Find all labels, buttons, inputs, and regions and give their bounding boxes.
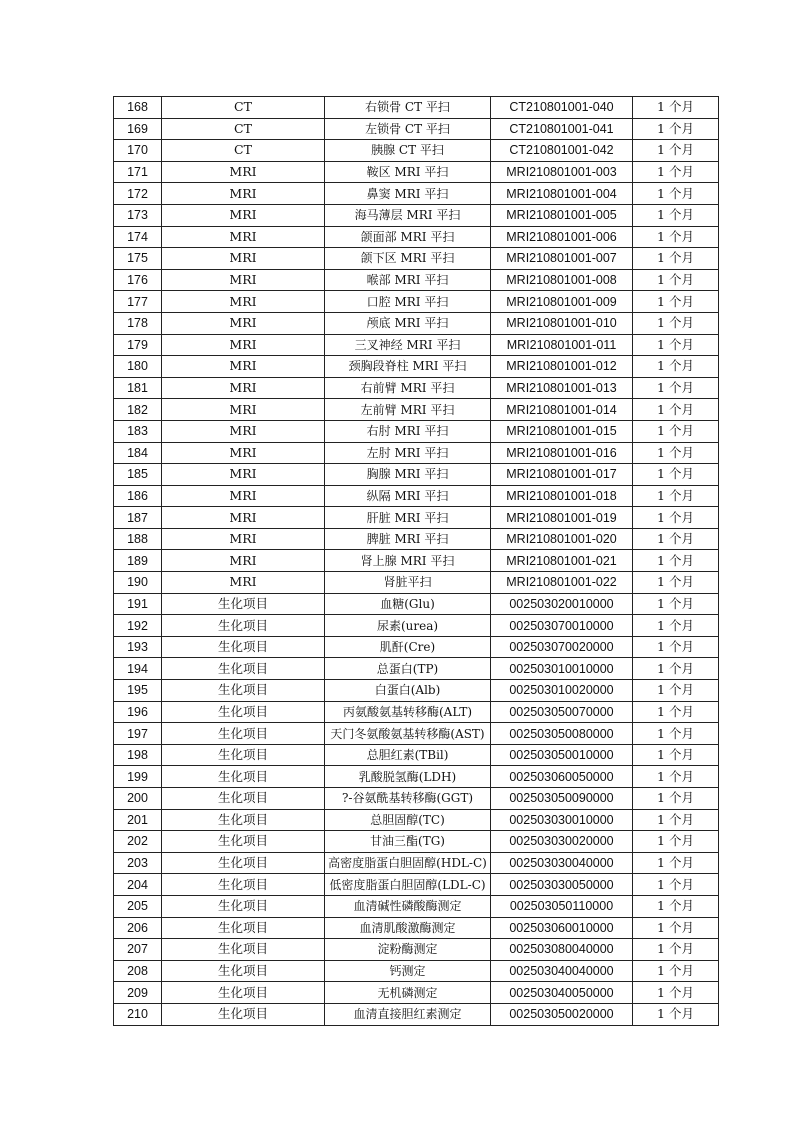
item-code: MRI210801001-015 [491,420,633,442]
category: MRI [162,485,325,507]
period: 1 个月 [633,831,719,853]
item-name: 颅底 MRI 平扫 [325,312,491,334]
item-code: 002503040050000 [491,982,633,1004]
row-number: 168 [114,97,162,119]
item-name: 肾上腺 MRI 平扫 [325,550,491,572]
period: 1 个月 [633,204,719,226]
category: 生化项目 [162,917,325,939]
row-number: 173 [114,204,162,226]
table-row [114,874,719,896]
period: 1 个月 [633,442,719,464]
row-number: 195 [114,680,162,702]
row-number: 208 [114,960,162,982]
category: MRI [162,464,325,486]
table-row [114,636,719,658]
item-name: 血清碱性磷酸酶测定 [325,895,491,917]
item-code: 002503050080000 [491,723,633,745]
item-code: 002503040040000 [491,960,633,982]
table-row [114,939,719,961]
period: 1 个月 [633,1003,719,1025]
item-code: MRI210801001-011 [491,334,633,356]
table-row [114,723,719,745]
item-name: 肾脏平扫 [325,572,491,594]
item-code: MRI210801001-018 [491,485,633,507]
row-number: 175 [114,248,162,270]
table-row [114,960,719,982]
item-code: MRI210801001-022 [491,572,633,594]
table-row [114,507,719,529]
items-table [113,96,719,1026]
category: 生化项目 [162,680,325,702]
table-row [114,161,719,183]
row-number: 176 [114,269,162,291]
category: 生化项目 [162,982,325,1004]
item-code: 002503050070000 [491,701,633,723]
item-code: 002503020010000 [491,593,633,615]
period: 1 个月 [633,680,719,702]
table-body [114,97,719,1026]
row-number: 170 [114,140,162,162]
category: MRI [162,334,325,356]
category: 生化项目 [162,809,325,831]
row-number: 174 [114,226,162,248]
period: 1 个月 [633,485,719,507]
period: 1 个月 [633,615,719,637]
item-name: 尿素(urea) [325,615,491,637]
period: 1 个月 [633,809,719,831]
table-row [114,593,719,615]
table-row [114,442,719,464]
period: 1 个月 [633,399,719,421]
item-name: 胰腺 CT 平扫 [325,140,491,162]
category: MRI [162,204,325,226]
item-name: 右肘 MRI 平扫 [325,420,491,442]
period: 1 个月 [633,334,719,356]
table-row [114,895,719,917]
period: 1 个月 [633,982,719,1004]
item-code: 002503070010000 [491,615,633,637]
category: MRI [162,356,325,378]
table-row [114,269,719,291]
category: 生化项目 [162,615,325,637]
period: 1 个月 [633,917,719,939]
row-number: 182 [114,399,162,421]
period: 1 个月 [633,744,719,766]
item-name: 右前臂 MRI 平扫 [325,377,491,399]
table-row [114,744,719,766]
row-number: 197 [114,723,162,745]
table-row [114,766,719,788]
period: 1 个月 [633,788,719,810]
row-number: 185 [114,464,162,486]
category: CT [162,118,325,140]
item-code: 002503030050000 [491,874,633,896]
item-name: 血清直接胆红素测定 [325,1003,491,1025]
period: 1 个月 [633,312,719,334]
category: MRI [162,377,325,399]
period: 1 个月 [633,269,719,291]
row-number: 205 [114,895,162,917]
row-number: 183 [114,420,162,442]
item-code: MRI210801001-013 [491,377,633,399]
item-name: 纵隔 MRI 平扫 [325,485,491,507]
item-name: 左前臂 MRI 平扫 [325,399,491,421]
period: 1 个月 [633,593,719,615]
row-number: 188 [114,528,162,550]
row-number: 187 [114,507,162,529]
period: 1 个月 [633,701,719,723]
item-name: 钙测定 [325,960,491,982]
row-number: 177 [114,291,162,313]
item-code: MRI210801001-008 [491,269,633,291]
item-code: 002503030010000 [491,809,633,831]
table-row [114,183,719,205]
item-code: 002503070020000 [491,636,633,658]
period: 1 个月 [633,377,719,399]
row-number: 189 [114,550,162,572]
category: MRI [162,399,325,421]
item-name: 三叉神经 MRI 平扫 [325,334,491,356]
category: MRI [162,312,325,334]
item-name: 天门冬氨酸氨基转移酶(AST) [325,723,491,745]
category: 生化项目 [162,593,325,615]
item-code: MRI210801001-021 [491,550,633,572]
period: 1 个月 [633,356,719,378]
table-row [114,399,719,421]
row-number: 204 [114,874,162,896]
table-row [114,377,719,399]
period: 1 个月 [633,636,719,658]
item-code: CT210801001-042 [491,140,633,162]
category: 生化项目 [162,658,325,680]
row-number: 181 [114,377,162,399]
row-number: 203 [114,852,162,874]
category: MRI [162,161,325,183]
item-name: 脾脏 MRI 平扫 [325,528,491,550]
table-row [114,982,719,1004]
table-row [114,334,719,356]
category: MRI [162,550,325,572]
period: 1 个月 [633,226,719,248]
item-name: 总蛋白(TP) [325,658,491,680]
item-code: 002503050090000 [491,788,633,810]
category: 生化项目 [162,852,325,874]
table-row [114,118,719,140]
item-code: 002503030040000 [491,852,633,874]
period: 1 个月 [633,118,719,140]
item-code: MRI210801001-005 [491,204,633,226]
table-row [114,226,719,248]
row-number: 172 [114,183,162,205]
row-number: 193 [114,636,162,658]
row-number: 169 [114,118,162,140]
table-row [114,788,719,810]
table-row [114,528,719,550]
row-number: 184 [114,442,162,464]
row-number: 192 [114,615,162,637]
item-name: ?-谷氨酰基转移酶(GGT) [325,788,491,810]
item-code: 002503060050000 [491,766,633,788]
item-name: 总胆红素(TBil) [325,744,491,766]
period: 1 个月 [633,939,719,961]
category: CT [162,140,325,162]
item-code: 002503080040000 [491,939,633,961]
item-name: 白蛋白(Alb) [325,680,491,702]
row-number: 209 [114,982,162,1004]
period: 1 个月 [633,507,719,529]
table-row [114,140,719,162]
table-row [114,291,719,313]
item-code: 002503050020000 [491,1003,633,1025]
item-name: 丙氨酸氨基转移酶(ALT) [325,701,491,723]
period: 1 个月 [633,895,719,917]
item-code: MRI210801001-007 [491,248,633,270]
period: 1 个月 [633,97,719,119]
item-name: 颌面部 MRI 平扫 [325,226,491,248]
item-code: CT210801001-040 [491,97,633,119]
category: MRI [162,248,325,270]
item-name: 鞍区 MRI 平扫 [325,161,491,183]
item-code: MRI210801001-016 [491,442,633,464]
row-number: 210 [114,1003,162,1025]
item-name: 肝脏 MRI 平扫 [325,507,491,529]
item-name: 左肘 MRI 平扫 [325,442,491,464]
item-code: MRI210801001-017 [491,464,633,486]
item-code: MRI210801001-020 [491,528,633,550]
item-name: 右锁骨 CT 平扫 [325,97,491,119]
item-name: 肌酐(Cre) [325,636,491,658]
item-name: 总胆固醇(TC) [325,809,491,831]
category: MRI [162,420,325,442]
category: 生化项目 [162,788,325,810]
period: 1 个月 [633,248,719,270]
item-code: MRI210801001-009 [491,291,633,313]
item-name: 血清肌酸激酶测定 [325,917,491,939]
category: 生化项目 [162,723,325,745]
table-row [114,809,719,831]
category: 生化项目 [162,701,325,723]
item-code: 002503050010000 [491,744,633,766]
period: 1 个月 [633,874,719,896]
row-number: 200 [114,788,162,810]
category: 生化项目 [162,831,325,853]
item-code: MRI210801001-004 [491,183,633,205]
period: 1 个月 [633,183,719,205]
item-code: MRI210801001-012 [491,356,633,378]
period: 1 个月 [633,420,719,442]
category: MRI [162,572,325,594]
row-number: 206 [114,917,162,939]
category: MRI [162,528,325,550]
period: 1 个月 [633,161,719,183]
table-row [114,831,719,853]
item-name: 乳酸脱氢酶(LDH) [325,766,491,788]
period: 1 个月 [633,658,719,680]
category: 生化项目 [162,766,325,788]
item-code: MRI210801001-010 [491,312,633,334]
item-name: 甘油三酯(TG) [325,831,491,853]
table-row [114,550,719,572]
table-row [114,852,719,874]
item-name: 高密度脂蛋白胆固醇(HDL-C) [325,852,491,874]
category: 生化项目 [162,895,325,917]
row-number: 191 [114,593,162,615]
item-code: MRI210801001-014 [491,399,633,421]
table-row [114,615,719,637]
table-row [114,312,719,334]
row-number: 199 [114,766,162,788]
table-row [114,658,719,680]
row-number: 180 [114,356,162,378]
item-code: 002503010020000 [491,680,633,702]
category: MRI [162,226,325,248]
period: 1 个月 [633,723,719,745]
period: 1 个月 [633,766,719,788]
item-code: 002503010010000 [491,658,633,680]
item-name: 左锁骨 CT 平扫 [325,118,491,140]
row-number: 186 [114,485,162,507]
row-number: 201 [114,809,162,831]
item-code: CT210801001-041 [491,118,633,140]
period: 1 个月 [633,550,719,572]
table-row [114,204,719,226]
row-number: 179 [114,334,162,356]
period: 1 个月 [633,140,719,162]
item-name: 低密度脂蛋白胆固醇(LDL-C) [325,874,491,896]
category: 生化项目 [162,744,325,766]
table-row [114,97,719,119]
table-row [114,1003,719,1025]
category: MRI [162,269,325,291]
category: 生化项目 [162,874,325,896]
row-number: 171 [114,161,162,183]
category: MRI [162,507,325,529]
row-number: 198 [114,744,162,766]
table-row [114,917,719,939]
period: 1 个月 [633,572,719,594]
table-row [114,701,719,723]
item-code: 002503030020000 [491,831,633,853]
table-row [114,248,719,270]
table-row [114,485,719,507]
item-name: 颌下区 MRI 平扫 [325,248,491,270]
period: 1 个月 [633,291,719,313]
category: 生化项目 [162,939,325,961]
row-number: 194 [114,658,162,680]
category: MRI [162,291,325,313]
category: 生化项目 [162,1003,325,1025]
item-code: 002503050110000 [491,895,633,917]
item-name: 无机磷测定 [325,982,491,1004]
period: 1 个月 [633,464,719,486]
item-name: 淀粉酶测定 [325,939,491,961]
row-number: 196 [114,701,162,723]
row-number: 202 [114,831,162,853]
item-name: 胸腺 MRI 平扫 [325,464,491,486]
table-row [114,420,719,442]
category: 生化项目 [162,636,325,658]
table-row [114,572,719,594]
row-number: 178 [114,312,162,334]
item-name: 口腔 MRI 平扫 [325,291,491,313]
category: MRI [162,183,325,205]
table-row [114,680,719,702]
category: MRI [162,442,325,464]
item-name: 颈胸段脊柱 MRI 平扫 [325,356,491,378]
period: 1 个月 [633,528,719,550]
item-code: MRI210801001-006 [491,226,633,248]
item-code: 002503060010000 [491,917,633,939]
table-row [114,356,719,378]
table-row [114,464,719,486]
period: 1 个月 [633,852,719,874]
period: 1 个月 [633,960,719,982]
item-name: 喉部 MRI 平扫 [325,269,491,291]
item-code: MRI210801001-019 [491,507,633,529]
row-number: 190 [114,572,162,594]
item-name: 血糖(Glu) [325,593,491,615]
item-name: 鼻窦 MRI 平扫 [325,183,491,205]
item-code: MRI210801001-003 [491,161,633,183]
category: CT [162,97,325,119]
item-name: 海马薄层 MRI 平扫 [325,204,491,226]
category: 生化项目 [162,960,325,982]
row-number: 207 [114,939,162,961]
